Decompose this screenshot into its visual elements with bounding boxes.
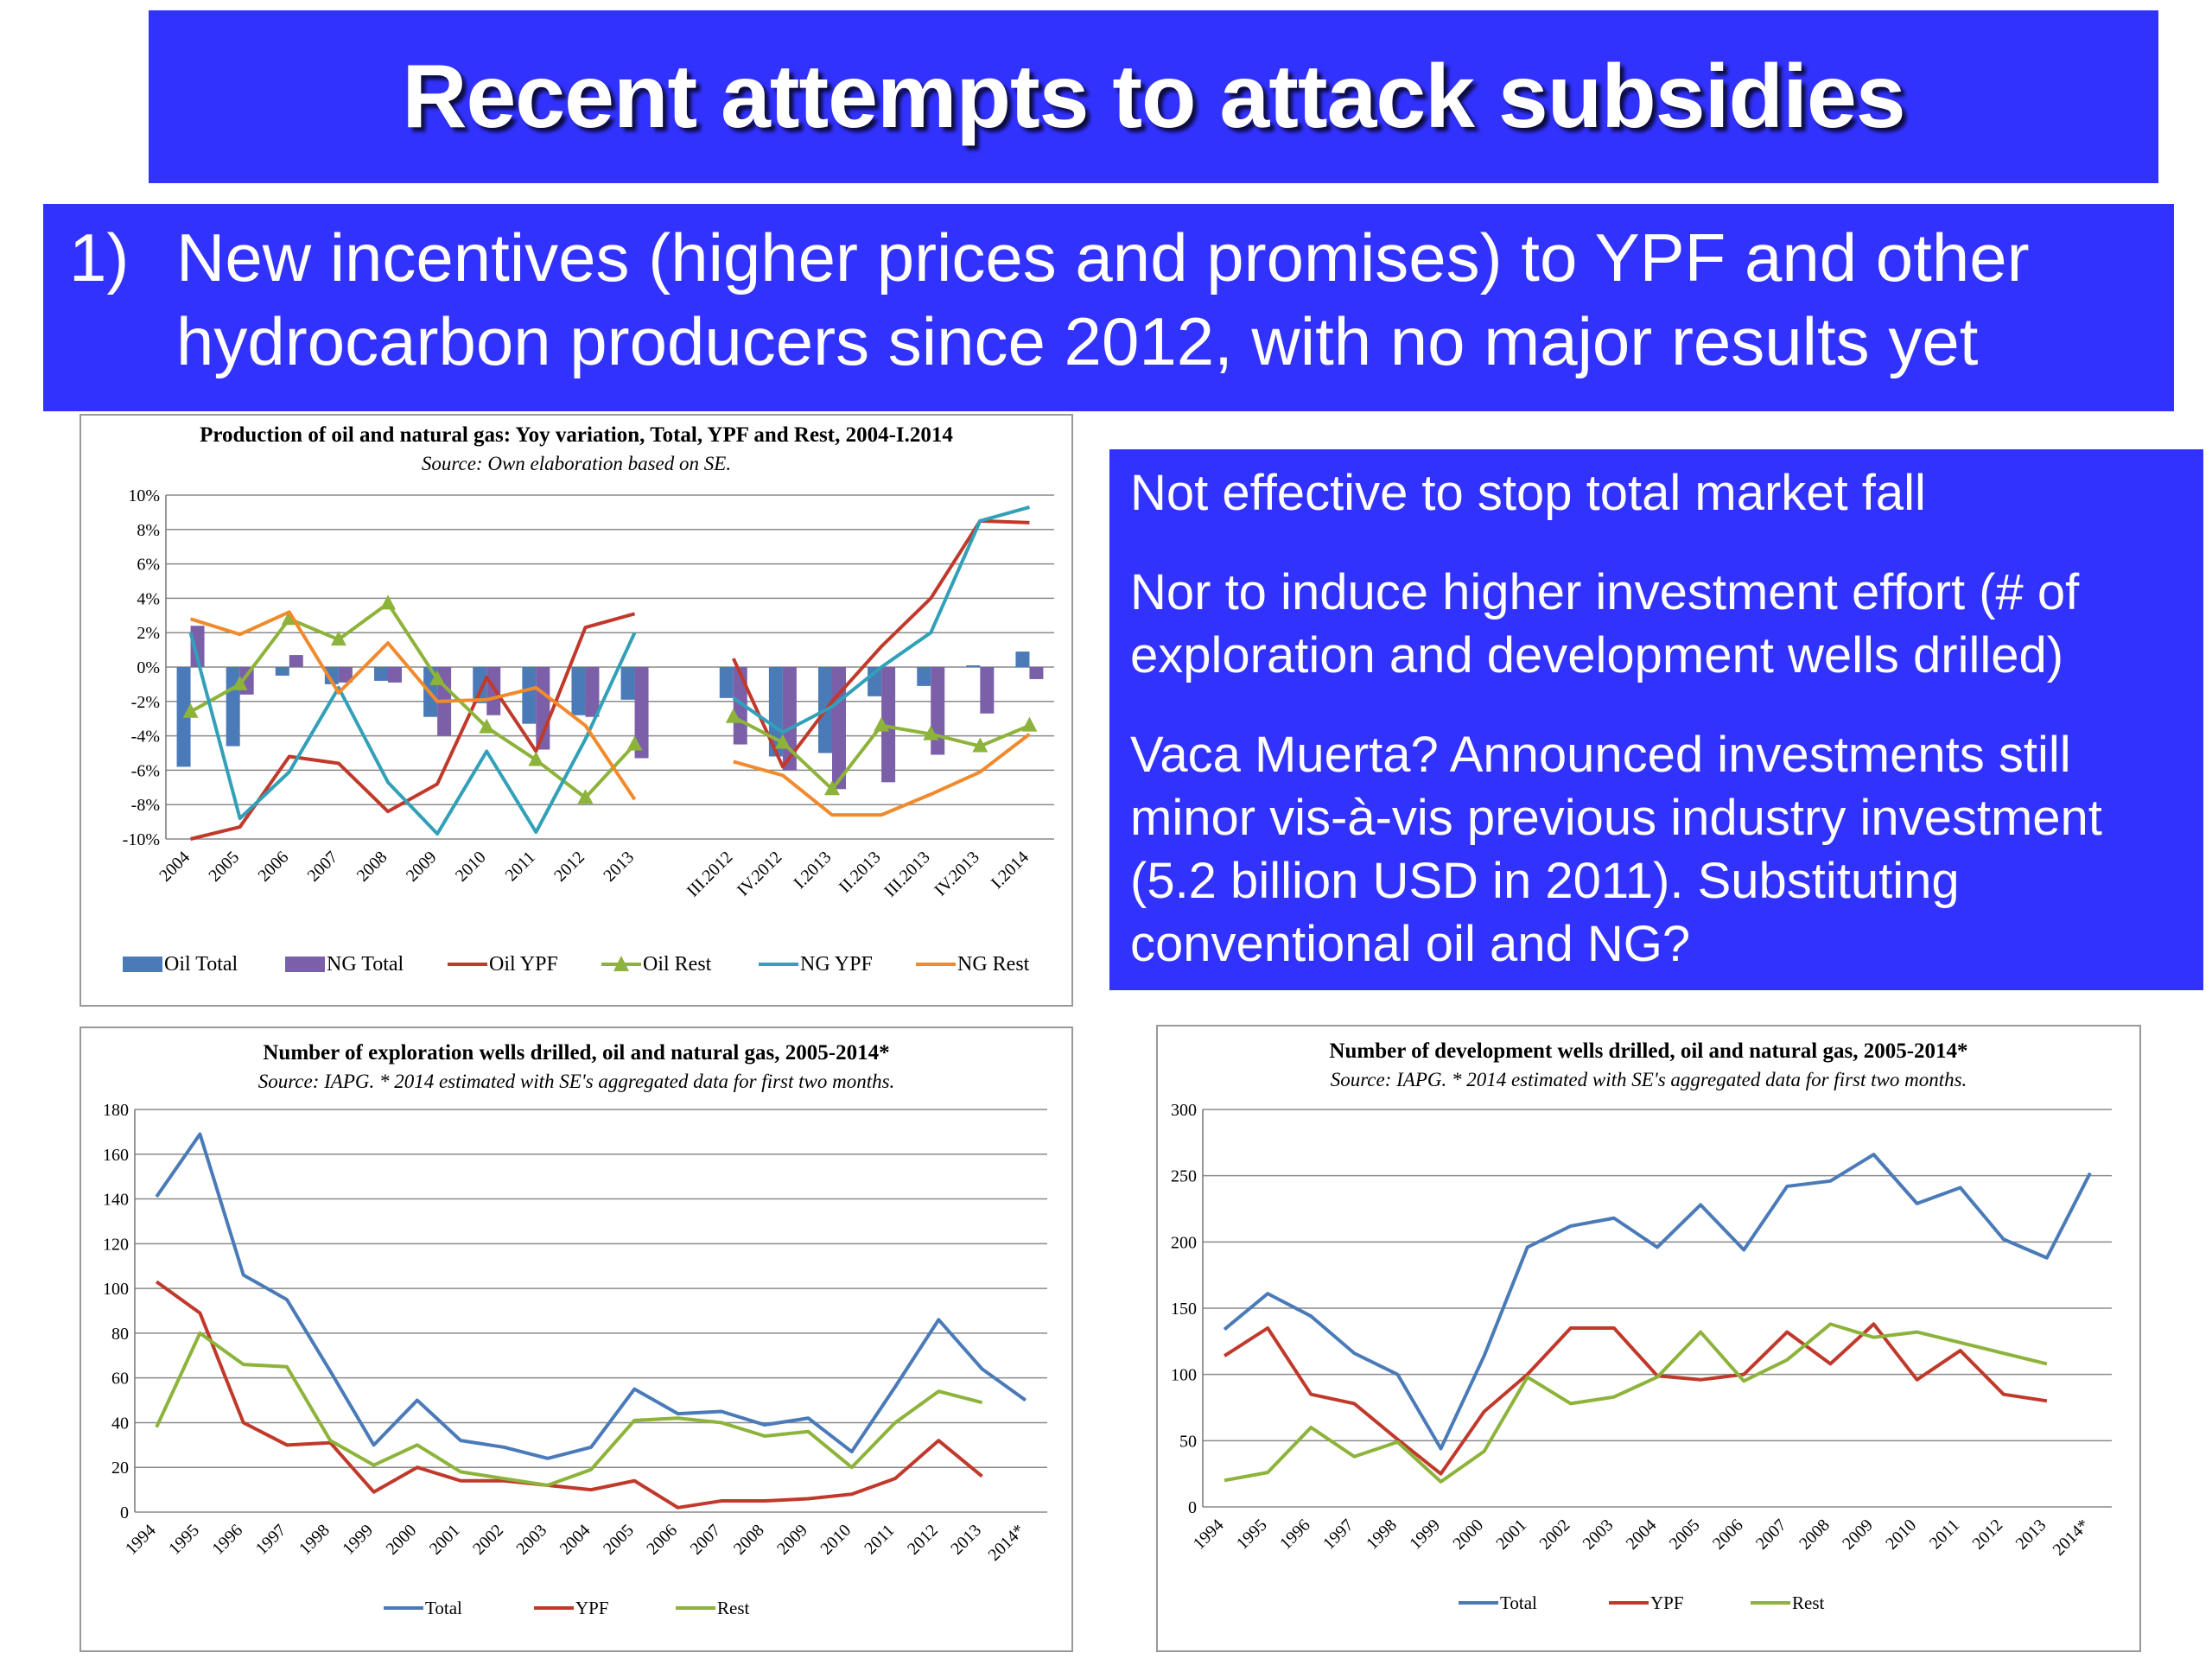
- x-tick-label: 2014*: [2049, 1515, 2094, 1560]
- point-number: 1): [69, 219, 130, 296]
- bar-ng-total: [931, 667, 944, 754]
- x-tick-label: 1997: [251, 1520, 290, 1559]
- y-tick-label: 100: [103, 1280, 129, 1300]
- x-tick-label: 2011: [861, 1520, 899, 1559]
- x-tick-label: 2005: [205, 847, 244, 886]
- bar-ng-total: [1029, 667, 1043, 679]
- y-tick-label: 10%: [128, 486, 160, 505]
- x-tick-label: 2002: [1535, 1515, 1574, 1554]
- y-tick-label: 60: [111, 1369, 129, 1389]
- chart-subtitle: Source: IAPG. * 2014 estimated with SE's aggregated data for first two months.: [1330, 1069, 1967, 1090]
- legend-label-oil-total: Oil Total: [164, 953, 238, 976]
- note-1: Not effective to stop total market fall: [1130, 465, 1926, 521]
- bar-ng-total: [289, 655, 303, 667]
- x-tick-label: 2006: [254, 847, 293, 886]
- y-tick-label: -10%: [122, 830, 160, 849]
- x-tick-label: 2013: [2012, 1515, 2050, 1554]
- bar-oil-total: [966, 665, 980, 667]
- title-bar: [149, 10, 2158, 183]
- x-tick-label: 2008: [353, 847, 391, 886]
- legend-label-oil-ypf: Oil YPF: [489, 953, 558, 976]
- y-tick-label: 8%: [137, 520, 160, 540]
- legend-label-ng-rest: NG Rest: [957, 953, 1030, 976]
- legend-swatch-ng-total: [285, 957, 325, 972]
- y-tick-label: 150: [1171, 1300, 1197, 1319]
- x-tick-label: 2006: [1708, 1515, 1747, 1554]
- x-tick-label: 2000: [1449, 1515, 1488, 1554]
- point-oil-rest: [528, 751, 543, 766]
- y-tick-label: 250: [1171, 1166, 1197, 1186]
- x-tick-label: 1995: [1232, 1515, 1271, 1554]
- x-tick-label: 2008: [729, 1520, 768, 1559]
- bar-oil-total: [276, 667, 289, 676]
- x-tick-label: 2004: [556, 1520, 594, 1559]
- x-tick-label: 1994: [1189, 1515, 1228, 1554]
- x-tick-label: 2011: [501, 847, 539, 886]
- point-oil-rest: [380, 594, 396, 609]
- x-tick-label: 2003: [512, 1520, 551, 1559]
- x-tick-label: 1999: [1406, 1515, 1445, 1554]
- production-chart-panel: [79, 414, 1073, 1007]
- x-tick-label: 2006: [643, 1520, 682, 1559]
- x-tick-label: 2010: [1882, 1515, 1921, 1554]
- y-tick-label: 140: [103, 1190, 129, 1210]
- x-tick-label: 2009: [402, 847, 441, 886]
- line-rest: [156, 1333, 982, 1485]
- y-tick-label: 120: [103, 1235, 129, 1255]
- bar-oil-total: [720, 667, 734, 698]
- legend-label-oil-rest: Oil Rest: [643, 953, 712, 976]
- note-3: Vaca Muerta? Announced investments still minor vis-à-vis previous industry investment (5.2 billion USD in 2011). Substituting conventional oil and NG?: [1130, 727, 2102, 972]
- bar-oil-total: [1015, 652, 1029, 667]
- y-tick-label: 0%: [137, 658, 160, 677]
- y-tick-label: 20: [111, 1459, 129, 1478]
- legend-label-total: Total: [425, 1598, 462, 1618]
- y-tick-label: 300: [1171, 1101, 1197, 1120]
- legend-label-ypf: YPF: [1650, 1592, 1684, 1613]
- x-tick-label: IV.2013: [931, 847, 983, 900]
- y-tick-label: 200: [1171, 1233, 1197, 1253]
- x-tick-label: 2007: [303, 847, 342, 886]
- x-tick-label: 2005: [599, 1520, 638, 1559]
- exploration-chart-panel: [79, 1027, 1073, 1652]
- development-chart: [1158, 1027, 2139, 1650]
- x-tick-label: 1999: [339, 1520, 378, 1559]
- development-chart-panel: [1156, 1025, 2141, 1652]
- y-tick-label: -2%: [130, 692, 160, 712]
- legend-label-rest: Rest: [1792, 1592, 1825, 1613]
- chart-title: Number of exploration wells drilled, oil and natural gas, 2005-2014*: [263, 1041, 890, 1065]
- exploration-chart: [81, 1028, 1071, 1650]
- x-tick-label: I.2014: [987, 847, 1033, 893]
- legend-label-rest: Rest: [717, 1598, 750, 1618]
- x-tick-label: 2012: [550, 847, 588, 886]
- production-chart: [81, 416, 1071, 1005]
- bar-oil-total: [917, 667, 931, 686]
- x-tick-label: 1994: [121, 1520, 160, 1559]
- x-tick-label: 2008: [1796, 1515, 1834, 1554]
- x-tick-label: 2004: [156, 847, 194, 886]
- bar-oil-total: [374, 667, 388, 681]
- y-tick-label: 100: [1171, 1365, 1197, 1385]
- x-tick-label: 1996: [1275, 1515, 1314, 1554]
- legend-label-ypf: YPF: [575, 1598, 609, 1618]
- bar-oil-total: [621, 667, 635, 700]
- legend-label-total: Total: [1500, 1592, 1537, 1613]
- x-tick-label: 2012: [1968, 1515, 2007, 1554]
- y-tick-label: 0: [1188, 1498, 1197, 1517]
- x-tick-label: III.2013: [880, 847, 934, 901]
- x-tick-label: 2009: [773, 1520, 811, 1559]
- y-tick-label: -8%: [130, 796, 160, 816]
- bar-ng-total: [585, 667, 599, 717]
- note-2: Nor to induce higher investment effort (# of exploration and development wells drilled): [1130, 564, 2080, 683]
- x-tick-label: III.2012: [683, 847, 737, 901]
- x-tick-label: 2000: [382, 1520, 421, 1559]
- x-tick-label: 2010: [817, 1520, 855, 1559]
- bar-ng-total: [832, 667, 846, 789]
- y-tick-label: 0: [120, 1503, 129, 1522]
- x-tick-label: 2001: [425, 1520, 464, 1559]
- x-tick-label: 2004: [1622, 1515, 1661, 1554]
- subtitle-bar: [43, 204, 2174, 411]
- bar-oil-total: [522, 667, 536, 724]
- x-tick-label: 2013: [947, 1520, 986, 1559]
- chart-title: Production of oil and natural gas: Yoy variation, Total, YPF and Rest, 2004-I.2014: [200, 423, 953, 447]
- x-tick-label: 1995: [165, 1520, 203, 1559]
- x-tick-label: II.2013: [835, 847, 885, 897]
- notes-box: [1109, 449, 2203, 990]
- y-tick-label: 40: [111, 1414, 129, 1433]
- chart-subtitle: Source: Own elaboration based on SE.: [421, 453, 732, 474]
- y-tick-label: 4%: [137, 589, 160, 609]
- legend-swatch-oil-total: [123, 957, 162, 972]
- bar-oil-total: [571, 667, 585, 715]
- x-tick-label: 1997: [1319, 1515, 1357, 1554]
- point-oil-rest: [1021, 717, 1037, 732]
- x-tick-label: 2005: [1665, 1515, 1704, 1554]
- line-total: [156, 1134, 1026, 1458]
- x-tick-label: 2012: [903, 1520, 942, 1559]
- x-tick-label: 2014*: [984, 1520, 1029, 1565]
- x-tick-label: 1998: [295, 1520, 334, 1559]
- slide-title: Recent attempts to attack subsidies: [402, 46, 1905, 147]
- bar-ng-total: [486, 667, 500, 715]
- y-tick-label: 2%: [137, 624, 160, 644]
- x-tick-label: 2007: [1751, 1515, 1790, 1554]
- y-tick-label: 160: [103, 1145, 129, 1165]
- y-tick-label: -4%: [130, 727, 160, 747]
- x-tick-label: 2001: [1492, 1515, 1531, 1554]
- bar-ng-total: [980, 667, 994, 714]
- x-tick-label: 1996: [208, 1520, 247, 1559]
- x-tick-label: 2013: [600, 847, 639, 886]
- legend-label-ng-total: NG Total: [327, 953, 404, 976]
- x-tick-label: 2010: [451, 847, 490, 886]
- x-tick-label: 1998: [1363, 1515, 1401, 1554]
- chart-title: Number of development wells drilled, oil and natural gas, 2005-2014*: [1329, 1039, 1968, 1063]
- x-tick-label: I.2013: [790, 847, 836, 893]
- line-ypf: [156, 1281, 982, 1507]
- x-tick-label: 2007: [686, 1520, 725, 1559]
- x-tick-label: 2003: [1579, 1515, 1618, 1554]
- legend-label-ng-ypf: NG YPF: [800, 953, 873, 976]
- y-tick-label: 80: [111, 1324, 129, 1344]
- y-tick-label: 180: [103, 1101, 129, 1120]
- y-tick-label: 50: [1179, 1432, 1197, 1452]
- x-tick-label: 2009: [1839, 1515, 1878, 1554]
- bar-oil-total: [226, 667, 240, 747]
- point-text: New incentives (higher prices and promises) to YPF and other hydrocarbon producers since 2012, with no major results yet: [176, 219, 2030, 379]
- y-tick-label: 6%: [137, 555, 160, 575]
- y-tick-label: -6%: [130, 761, 160, 781]
- chart-subtitle: Source: IAPG. * 2014 estimated with SE's aggregated data for first two months.: [257, 1071, 895, 1092]
- x-tick-label: 2011: [1925, 1515, 1964, 1554]
- bar-ng-total: [388, 667, 402, 683]
- x-tick-label: 2002: [469, 1520, 507, 1559]
- x-tick-label: IV.2012: [733, 847, 786, 900]
